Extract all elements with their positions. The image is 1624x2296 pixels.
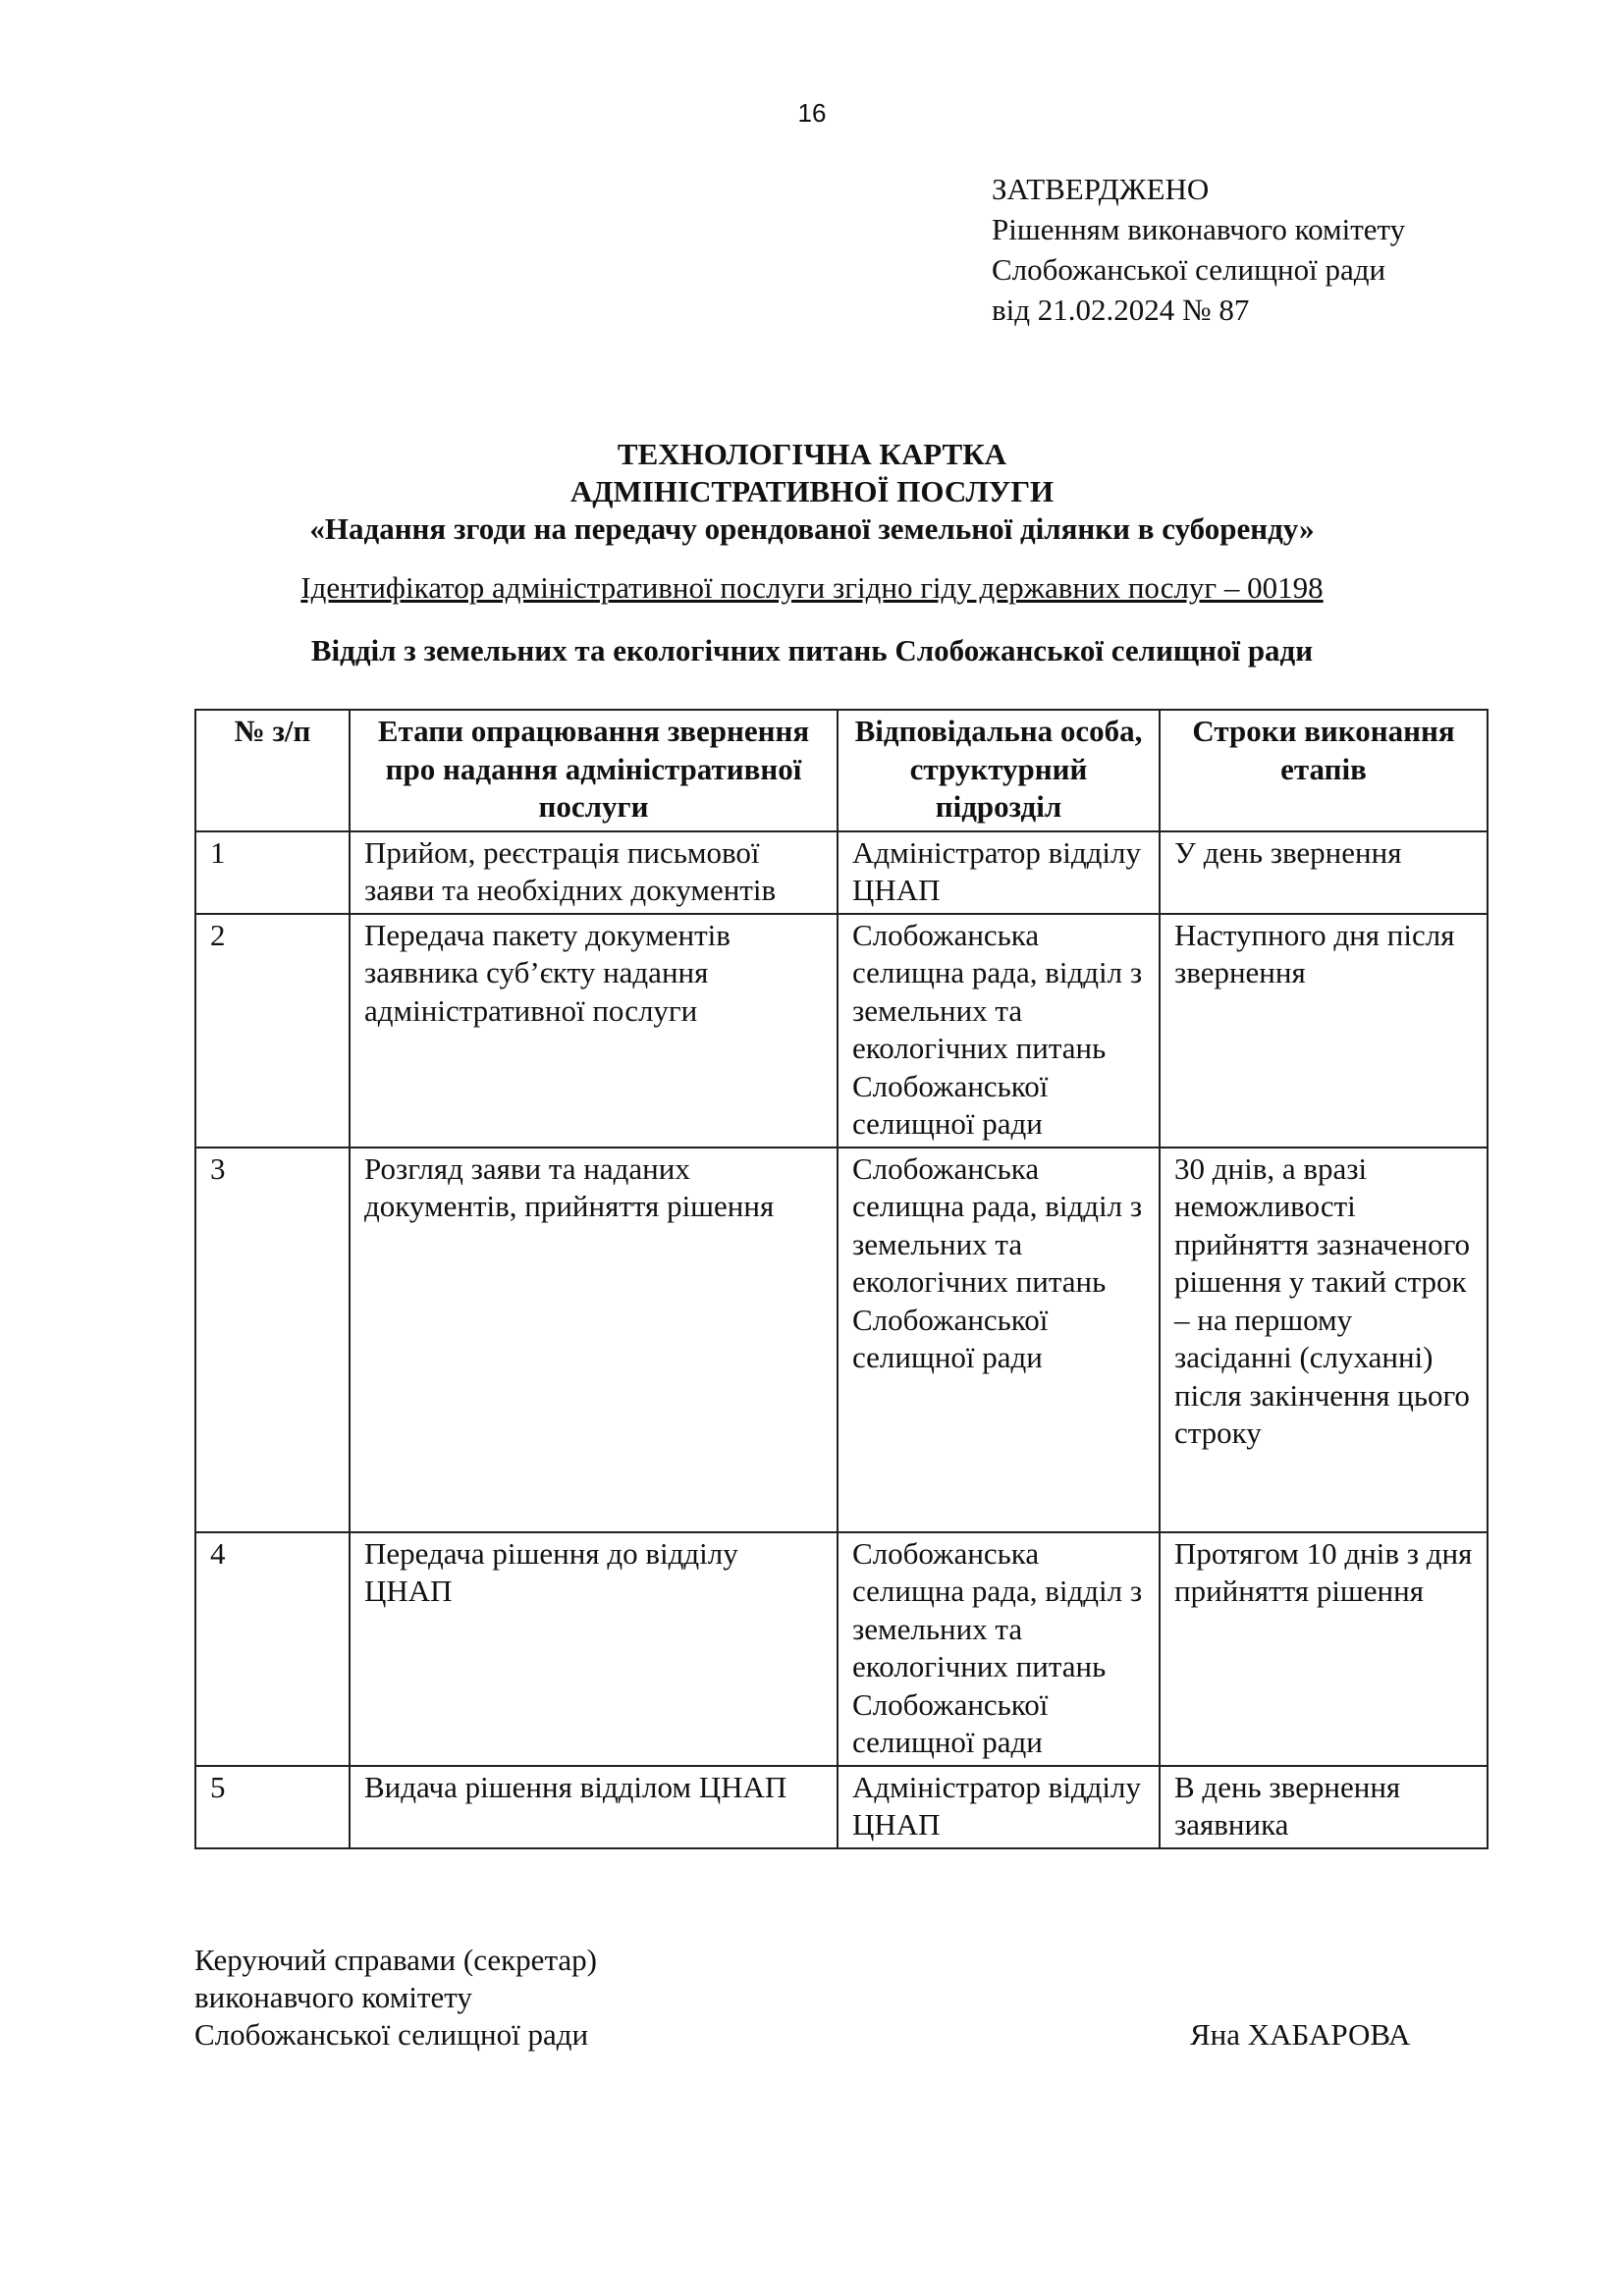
row-responsible: Слобожанська селищна рада, відділ з земельних та екологічних питань Слобожанської селищної ради — [838, 1148, 1160, 1532]
row-stage: Передача пакету документів заявника суб’єкту надання адміністративної послуги — [350, 914, 838, 1148]
approval-line: Слобожанської селищної ради — [992, 252, 1386, 287]
document-header — [0, 436, 1624, 669]
row-deadline: В день звернення заявника — [1160, 1766, 1488, 1848]
row-number: 4 — [195, 1532, 350, 1766]
signatory-position: Слобожанської селищної ради — [194, 2017, 589, 2052]
row-deadline: Наступного дня після звернення — [1160, 914, 1488, 1148]
row-responsible: Адміністратор відділу ЦНАП — [838, 1766, 1160, 1848]
column-header-stage: Етапи опрацювання звернення про надання адміністративної послуги — [350, 710, 838, 831]
table-header-row — [195, 710, 1488, 831]
column-header-number: № з/п — [195, 710, 350, 831]
row-responsible: Слобожанська селищна рада, відділ з земельних та екологічних питань Слобожанської селищної ради — [838, 914, 1160, 1148]
approval-stamp — [992, 169, 1405, 330]
document-title: ТЕХНОЛОГІЧНА КАРТКА — [617, 437, 1007, 471]
table-row — [195, 1148, 1488, 1532]
row-deadline: Протягом 10 днів з дня прийняття рішення — [1160, 1532, 1488, 1766]
row-number: 2 — [195, 914, 350, 1148]
signature-block — [194, 1942, 597, 2054]
row-stage: Прийом, реєстрація письмової заяви та необхідних документів — [350, 831, 838, 914]
table-row — [195, 1766, 1488, 1848]
table-row — [195, 1532, 1488, 1766]
table-row — [195, 831, 1488, 914]
row-stage: Передача рішення до відділу ЦНАП — [350, 1532, 838, 1766]
approval-heading: ЗАТВЕРДЖЕНО — [992, 172, 1210, 206]
row-responsible: Адміністратор відділу ЦНАП — [838, 831, 1160, 914]
service-name: «Надання згоди на передачу орендованої земельної ділянки в суборенду» — [309, 511, 1315, 546]
row-number: 3 — [195, 1148, 350, 1532]
approval-date: від 21.02.2024 № 87 — [992, 293, 1250, 327]
signatory-position: Керуючий справами (секретар) — [194, 1943, 597, 1977]
page-number: 16 — [797, 98, 827, 128]
column-header-deadline: Строки виконання етапів — [1160, 710, 1488, 831]
row-stage: Розгляд заяви та наданих документів, прийняття рішення — [350, 1148, 838, 1532]
document-subtitle: АДМІНІСТРАТИВНОЇ ПОСЛУГИ — [569, 474, 1055, 508]
row-deadline: 30 днів, а вразі неможливості прийняття зазначеного рішення у такий строк – на першому засіданні (слуханні) після закінчення цього строку — [1160, 1148, 1488, 1532]
column-header-responsible: Відповідальна особа, структурний підрозділ — [838, 710, 1160, 831]
row-stage: Видача рішення відділом ЦНАП — [350, 1766, 838, 1848]
signatory-name: Яна ХАБАРОВА — [1190, 2017, 1411, 2052]
approval-line: Рішенням виконавчого комітету — [992, 212, 1406, 246]
row-number: 1 — [195, 831, 350, 914]
table-row — [195, 914, 1488, 1148]
service-identifier: Ідентифікатор адміністративної послуги згідно гіду державних послуг – 00198 — [300, 570, 1324, 605]
signatory-position: виконавчого комітету — [194, 1980, 472, 2014]
row-responsible: Слобожанська селищна рада, відділ з земельних та екологічних питань Слобожанської селищної ради — [838, 1532, 1160, 1766]
department-name: Відділ з земельних та екологічних питань Слобожанської селищної ради — [310, 633, 1314, 667]
stages-table — [194, 709, 1489, 1849]
row-deadline: У день звернення — [1160, 831, 1488, 914]
row-number: 5 — [195, 1766, 350, 1848]
